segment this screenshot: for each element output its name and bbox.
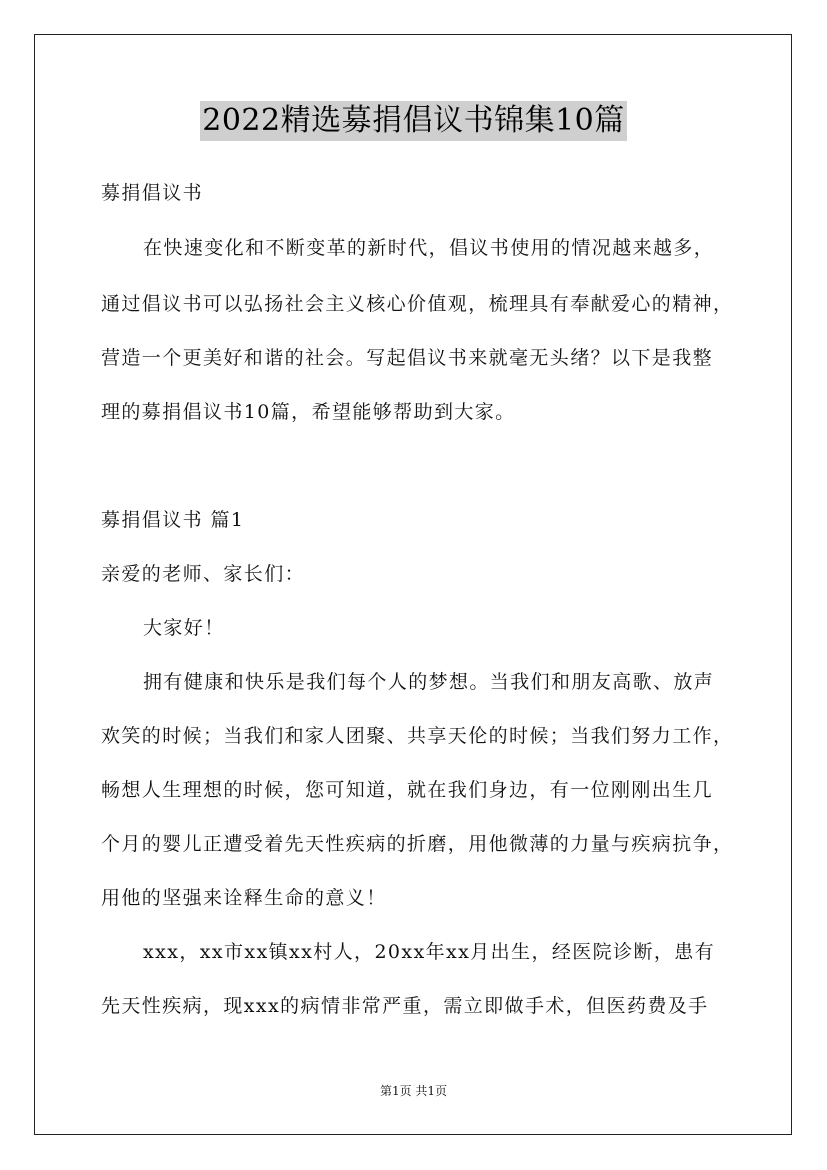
intro-line-1: 在快速变化和不断变革的新时代，倡议书使用的情况越来越多， (143, 237, 715, 259)
para1-line-2: 欢笑的时候；当我们和家人团聚、共享天伦的时候；当我们努力工作， (101, 725, 734, 747)
para1-line-1: 拥有健康和快乐是我们每个人的梦想。当我们和朋友高歌、放声 (143, 671, 715, 693)
para1-line-5: 用他的坚强来诠释生命的意义！ (101, 887, 387, 909)
para2-line-2: 先天性疾病，现xxx的病情非常严重，需立即做手术，但医药费及手 (101, 995, 709, 1017)
document-title: 2022精选募捐倡议书锦集10篇 (200, 101, 627, 141)
para1-line-3: 畅想人生理想的时候，您可知道，就在我们身边，有一位刚刚出生几 (101, 779, 714, 801)
title-container (0, 101, 827, 141)
para1-line-4: 个月的婴儿正遭受着先天性疾病的折磨，用他微薄的力量与疾病抗争， (101, 833, 734, 855)
intro-heading: 募捐倡议书 (101, 182, 204, 204)
intro-line-2: 通过倡议书可以弘扬社会主义核心价值观，梳理具有奉献爱心的精神， (101, 293, 734, 315)
page-footer: 第1页 共1页 (379, 1084, 448, 1098)
section-heading: 募捐倡议书 篇1 (101, 509, 245, 531)
salutation: 亲爱的老师、家长们： (101, 563, 306, 585)
intro-line-3: 营造一个更美好和谐的社会。写起倡议书来就毫无头绪？以下是我整 (101, 347, 714, 369)
para2-line-1: xxx，xx市xx镇xx村人，20xx年xx月出生，经医院诊断，患有 (143, 941, 716, 963)
intro-line-4: 理的募捐倡议书10篇，希望能够帮助到大家。 (101, 401, 516, 423)
greeting: 大家好！ (143, 617, 225, 639)
